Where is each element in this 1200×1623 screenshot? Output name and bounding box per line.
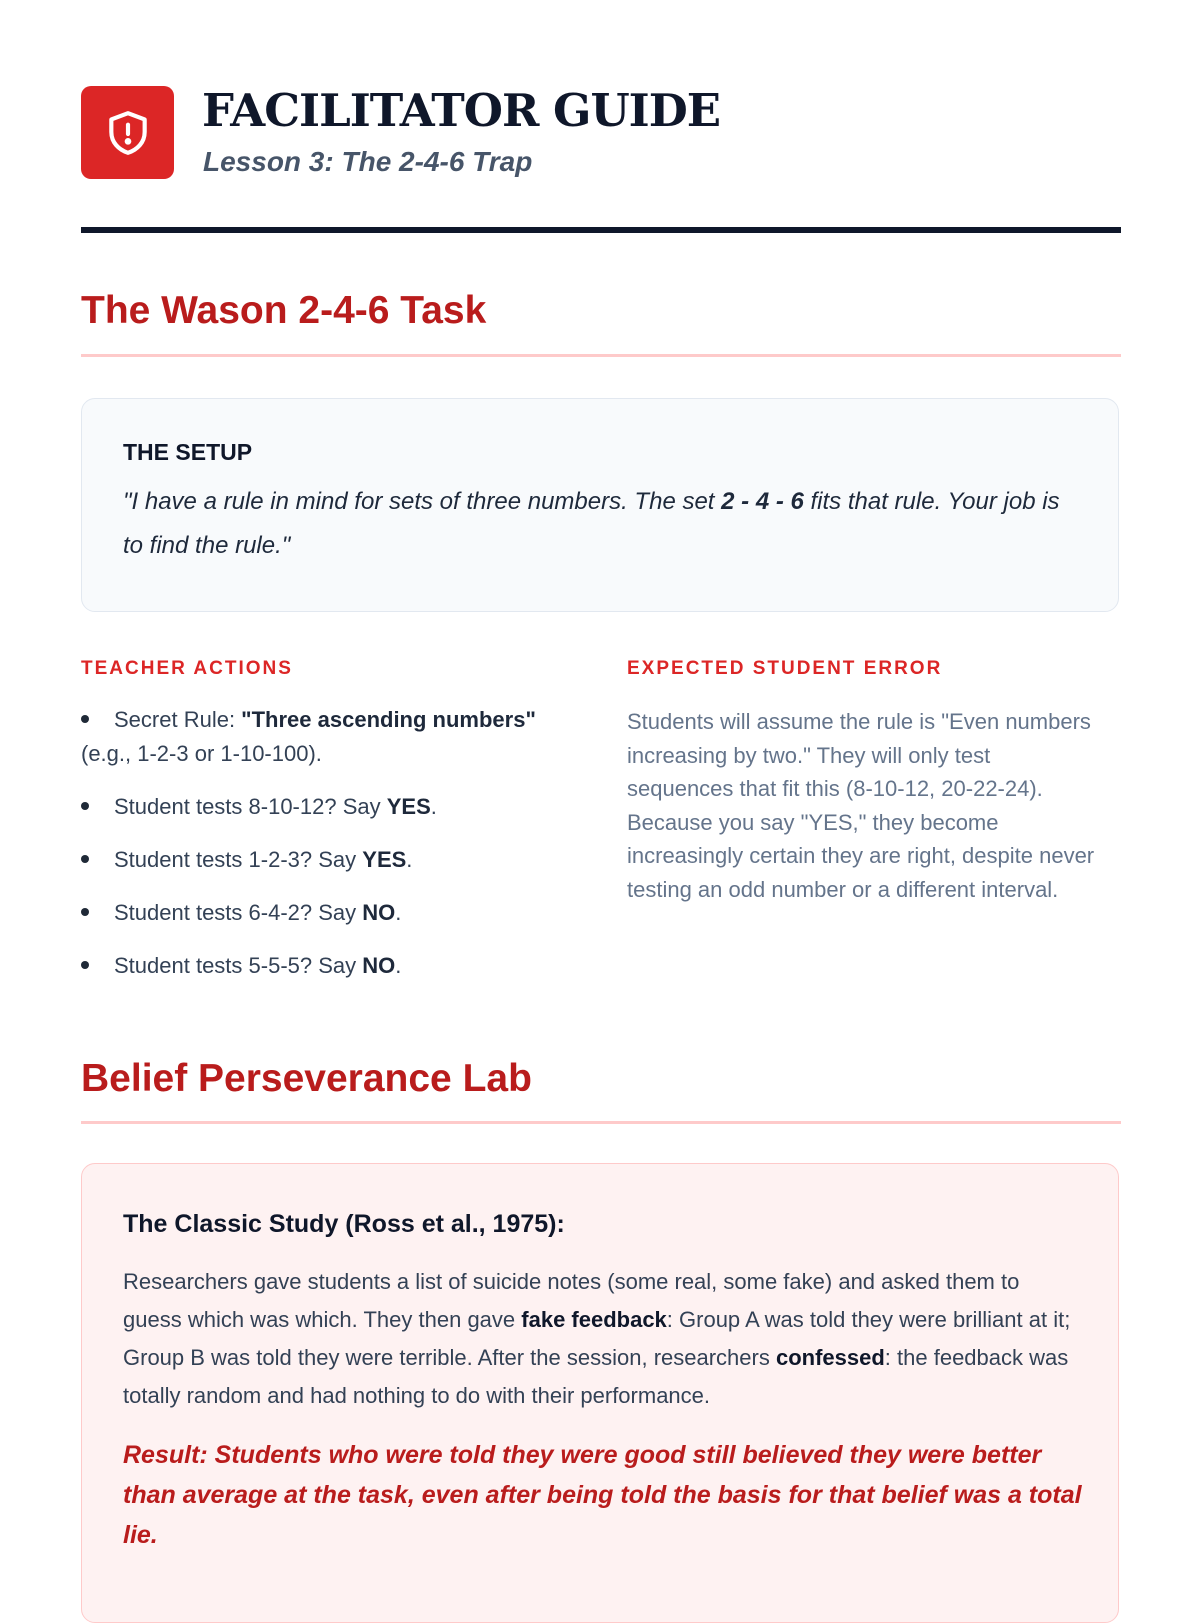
section-divider-wason: [81, 354, 1121, 357]
document-subtitle: Lesson 3: The 2-4-6 Trap: [203, 146, 533, 177]
study-result: Result: Students who were told they were good still believed they were better than average at the task, even after being told the basis for that belief was a total lie.: [123, 1441, 1082, 1549]
teacher-actions-label: TEACHER ACTIONS: [81, 658, 293, 679]
list-item-emphasis: "Three ascending numbers": [241, 707, 536, 732]
list-item-text: Student tests 5-5-5? Say: [114, 953, 363, 978]
setup-card: [81, 398, 1119, 612]
bullet-icon: [81, 855, 89, 863]
body-text: : the feedback was totally random and had nothing to do with their performance.: [123, 1345, 1069, 1408]
expected-error-text: Students will assume the rule is "Even numbers increasing by two." They will only test sequences that fit this (8-10-12, 20-22-24). Because you say "YES," they become increasingly certain they are right, despite never testing an odd number or a different interval.: [627, 709, 1095, 902]
list-item-text: Student tests 1-2-3? Say: [114, 847, 363, 872]
list-item-text: .: [395, 953, 402, 978]
list-item: [81, 896, 571, 930]
setup-quote: [123, 480, 1083, 568]
setup-quote-start: "I have a rule in mind for sets of three numbers. The set: [123, 488, 722, 515]
logo-badge: [81, 86, 174, 179]
setup-quote-end: fits that rule. Your job is to find the rule.": [123, 488, 1060, 559]
classic-study-body: [123, 1263, 1083, 1415]
list-item-emphasis: YES: [386, 794, 431, 819]
section-title-wason: The Wason 2-4-6 Task: [81, 289, 487, 332]
list-item-text: .: [395, 900, 402, 925]
list-item-text: Secret Rule:: [114, 707, 242, 732]
setup-label: THE SETUP: [123, 439, 253, 465]
expected-error-label: EXPECTED STUDENT ERROR: [627, 658, 943, 679]
bullet-icon: [81, 961, 89, 969]
teacher-actions-list: [81, 703, 571, 1002]
list-item-emphasis: NO: [362, 953, 396, 978]
list-item-text: .: [406, 847, 413, 872]
section-title-belief: Belief Perseverance Lab: [81, 1057, 532, 1100]
list-item: [81, 703, 571, 771]
list-item: [81, 843, 571, 877]
body-text: : Group A was told they were brilliant at it; Group B was told they were terrible. After the session, researchers: [123, 1307, 1071, 1370]
body-emphasis: fake feedback: [521, 1307, 667, 1332]
list-item-emphasis: YES: [362, 847, 407, 872]
shield-alert-icon: [103, 108, 153, 158]
bullet-icon: [81, 908, 89, 916]
section-divider-belief: [81, 1121, 1121, 1124]
list-item: [81, 949, 571, 983]
bullet-icon: [81, 802, 89, 810]
list-item-text: (e.g., 1-2-3 or 1-10-100).: [81, 741, 322, 766]
body-text: Researchers gave students a list of suicide notes (some real, some fake) and asked them to guess which was which. They then gave: [123, 1269, 1020, 1332]
body-emphasis: confessed: [775, 1345, 885, 1370]
list-item-text: Student tests 8-10-12? Say: [114, 794, 387, 819]
classic-study-heading: The Classic Study (Ross et al., 1975):: [123, 1210, 565, 1238]
document-title: FACILITATOR GUIDE: [202, 84, 721, 137]
bullet-icon: [81, 715, 89, 723]
list-item-text: .: [430, 794, 437, 819]
list-item-emphasis: NO: [362, 900, 396, 925]
list-item-text: Student tests 6-4-2? Say: [114, 900, 363, 925]
list-item: [81, 790, 571, 824]
header-divider: [81, 227, 1121, 233]
setup-quote-sequence: 2 - 4 - 6: [721, 488, 804, 515]
classic-study-card: [81, 1163, 1119, 1623]
